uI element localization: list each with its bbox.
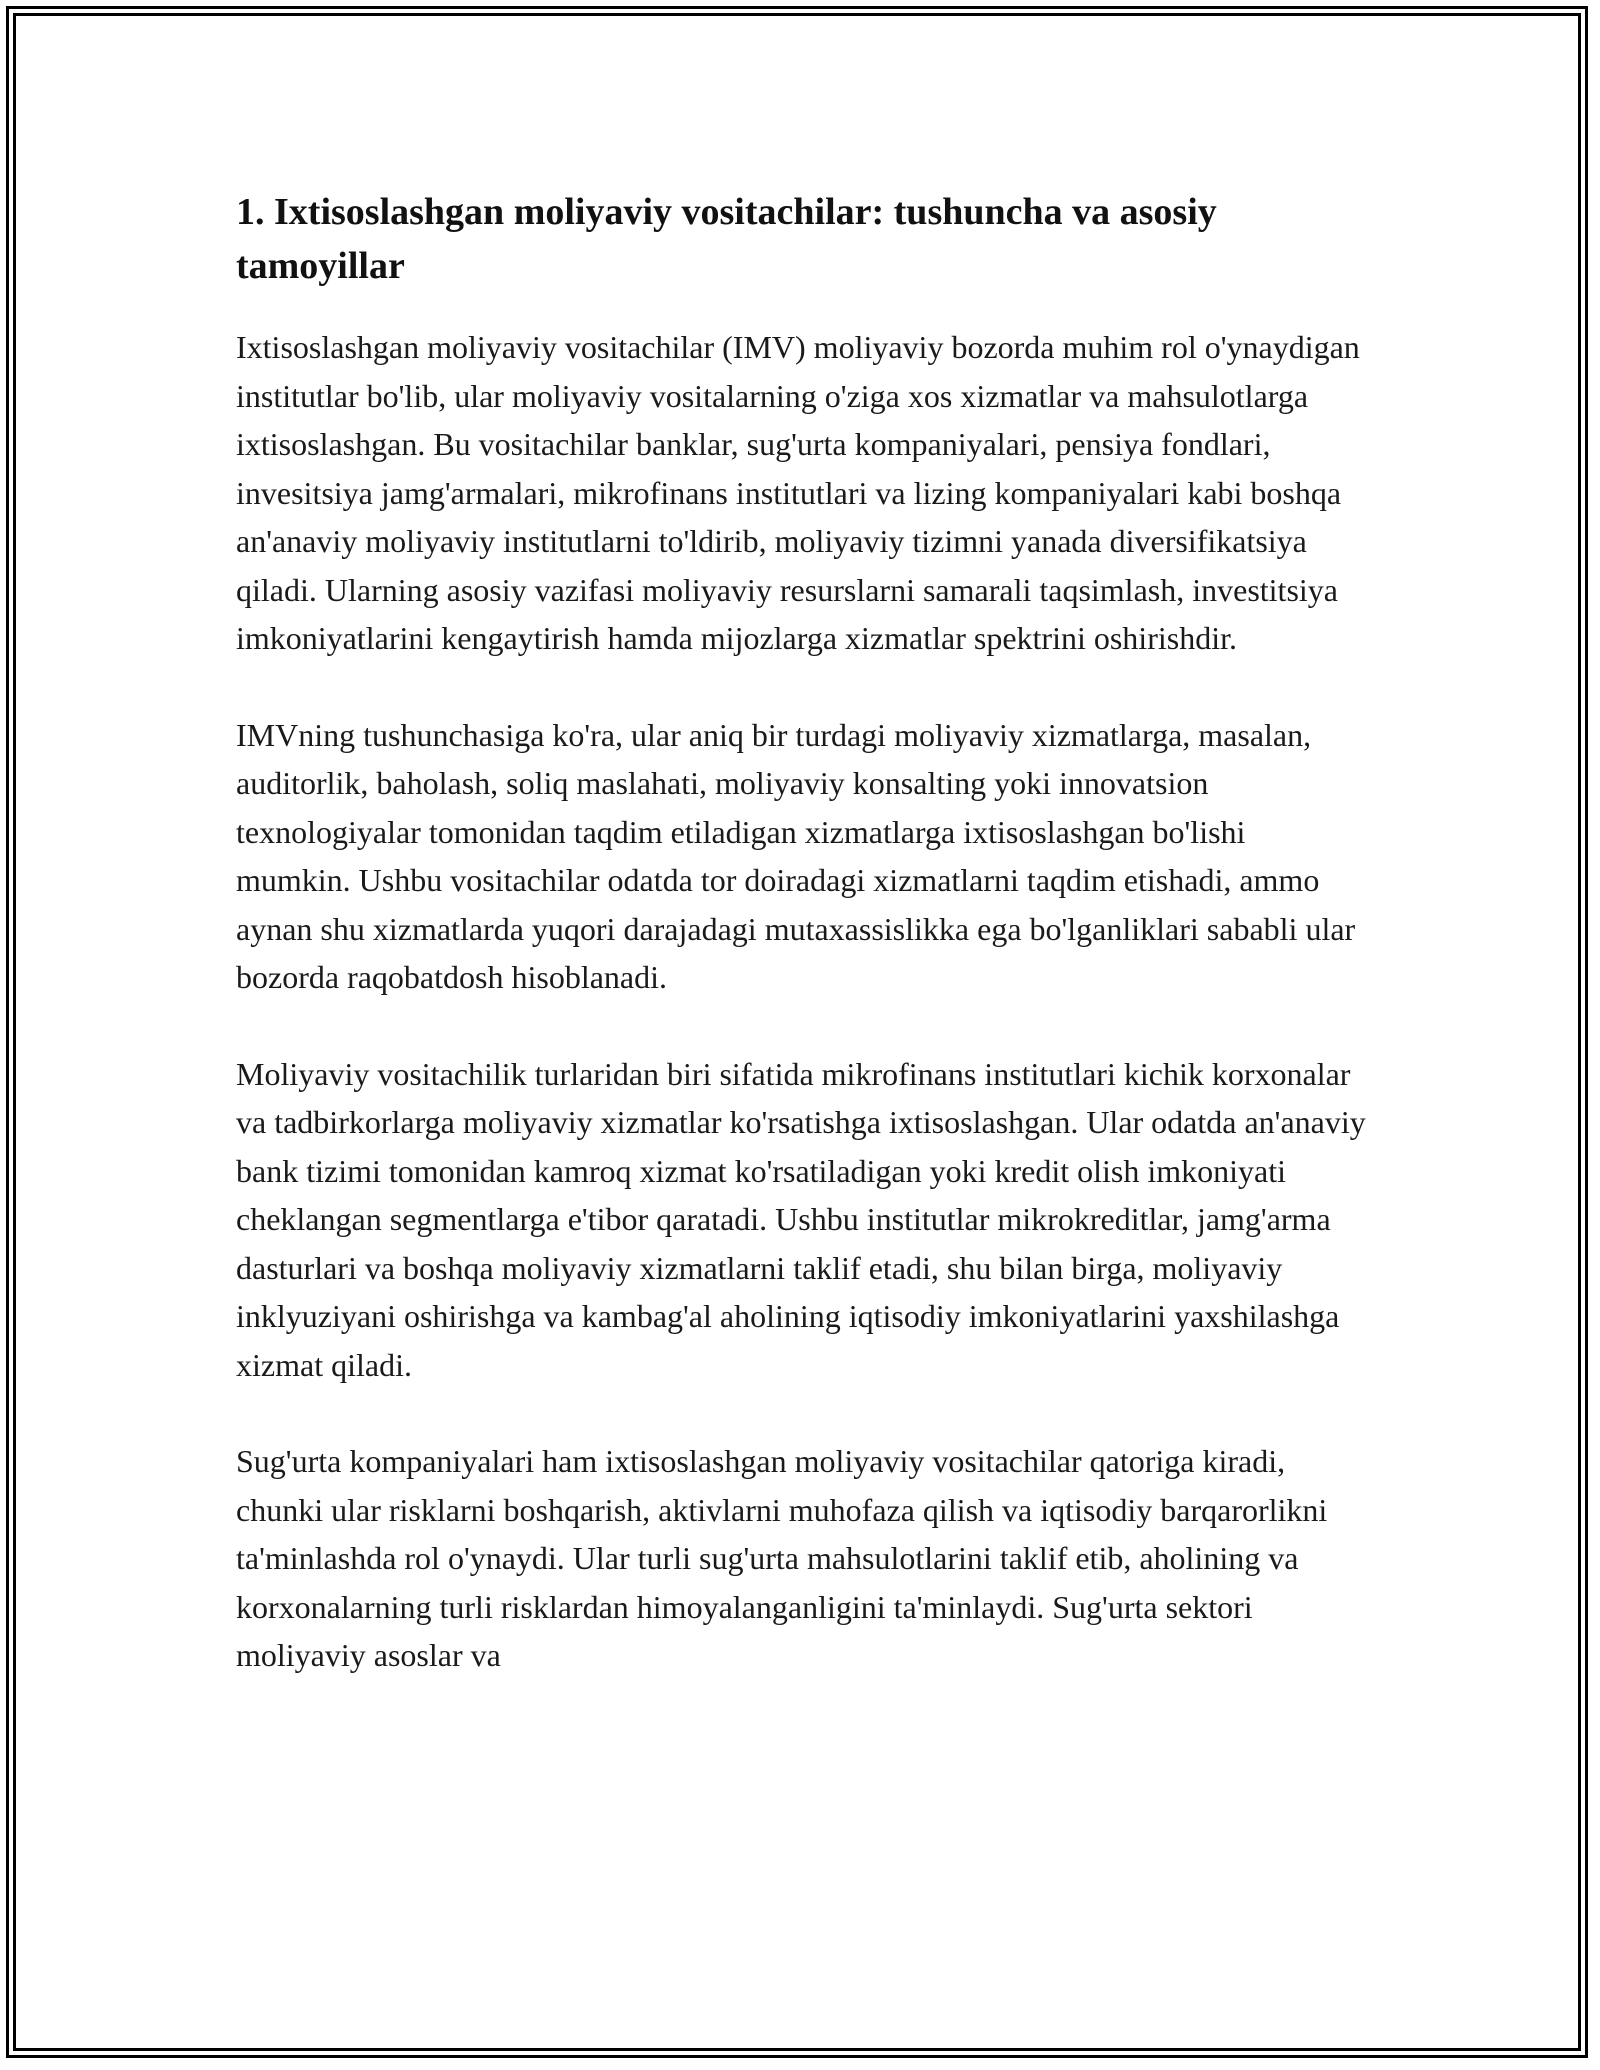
paragraph-2: IMVning tushunchasiga ko'ra, ular aniq bir turdagi moliyaviy xizmatlarga, masalan, auditorlik, baholash, soliq maslahati, moliyaviy konsalting yoki innovatsion texnologiyalar tomonidan taqdim etiladigan xizmatlarga ixtisoslashgan bo'lishi mumkin. Ushbu vositachilar odatda tor doiradagi xizmatlarni taqdim etishadi, ammo aynan shu xizmatlarda yuqori darajadagi mutaxassislikka ega bo'lganliklari sababli ular bozorda raqobatdosh hisoblanadi. [236, 716, 1356, 995]
paragraph-3: Moliyaviy vositachilik turlaridan biri sifatida mikrofinans institutlari kichik korxonalar va tadbirkorlarga moliyaviy xizmatlar ko'rsatishga ixtisoslashgan. Ular odatda an'anaviy bank tizimi tomonidan kamroq xizmat ko'rsatiladigan yoki kredit olish imkoniyati cheklangan segmentlarga e'tibor qaratadi. Ushbu institutlar mikrokreditlar, jamg'arma dasturlari va boshqa moliyaviy xizmatlarni taklif etadi, shu bilan birga, moliyaviy inklyuziyani oshirishga va kambag'al aholining iqtisodiy imkoniyatlarini yaxshilashga xizmat qiladi. [236, 1055, 1366, 1383]
paragraph-1: Ixtisoslashgan moliyaviy vositachilar (IMV) moliyaviy bozorda muhim rol o'ynaydigan institutlar bo'lib, ular moliyaviy vositalarning o'ziga xos xizmatlar va mahsulotlarga ixtisoslashgan. Bu vositachilar banklar, sug'urta kompaniyalari, pensiya fondlari, invesitsiya jamg'armalari, mikrofinans institutlari va lizing kompaniyalari kabi boshqa an'anaviy moliyaviy institutlarni to'ldirib, moliyaviy tizimni yanada diversifikatsiya qiladi. Ularning asosiy vazifasi moliyaviy resurslarni samarali taqsimlash, investitsiya imkoniyatlarini kengaytirish hamda mijozlarga xizmatlar spektrini oshirishdir. [236, 329, 1360, 656]
paragraph-4: Sug'urta kompaniyalari ham ixtisoslashgan moliyaviy vositachilar qatoriga kiradi, chunki ular risklarni boshqarish, aktivlarni muhofaza qilish va iqtisodiy barqarorlikni ta'minlashda rol o'ynaydi. Ular turli sug'urta mahsulotlarini taklif etib, aholining va korxonalarning turli risklardan himoyalanganligini ta'minlaydi. Sug'urta sektori moliyaviy asoslar va [236, 1443, 1328, 1673]
document-body [236, 185, 1366, 1728]
section-heading: 1. Ixtisoslashgan moliyaviy vositachilar: tushuncha va asosiy tamoyillar [236, 191, 1217, 287]
